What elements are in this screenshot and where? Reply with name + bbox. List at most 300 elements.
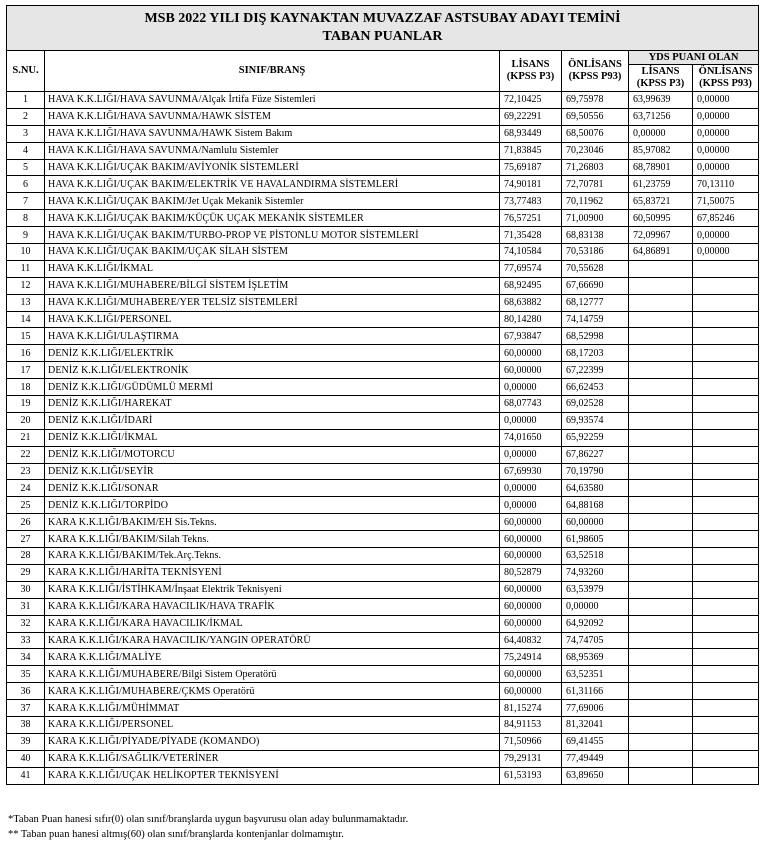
row-branch: HAVA K.K.LIĞI/UÇAK BAKIM/UÇAK SİLAH SİSTEM — [45, 244, 500, 261]
row-onlisans: 63,89650 — [562, 767, 629, 784]
table-row — [7, 92, 759, 109]
row-yds-lisans — [629, 700, 693, 717]
row-number: 10 — [7, 244, 45, 261]
row-yds-onlisans — [693, 260, 759, 277]
row-lisans: 60,00000 — [500, 666, 562, 683]
table-row — [7, 396, 759, 413]
row-yds-onlisans — [693, 700, 759, 717]
row-branch: HAVA K.K.LIĞI/HAVA SAVUNMA/HAWK SİSTEM — [45, 108, 500, 125]
row-lisans: 60,00000 — [500, 514, 562, 531]
row-number: 34 — [7, 649, 45, 666]
table-row — [7, 176, 759, 193]
row-yds-lisans — [629, 666, 693, 683]
row-onlisans: 70,23046 — [562, 142, 629, 159]
row-yds-lisans: 68,78901 — [629, 159, 693, 176]
row-yds-onlisans — [693, 564, 759, 581]
header-branch: SINIF/BRANŞ — [45, 51, 500, 92]
row-onlisans: 77,49449 — [562, 750, 629, 767]
row-number: 36 — [7, 683, 45, 700]
row-onlisans: 69,93574 — [562, 412, 629, 429]
row-yds-lisans — [629, 716, 693, 733]
header-yds-onlisans-label: ÖNLİSANS — [698, 66, 753, 77]
row-number: 22 — [7, 446, 45, 463]
row-yds-onlisans — [693, 598, 759, 615]
row-number: 16 — [7, 345, 45, 362]
row-number: 3 — [7, 125, 45, 142]
row-number: 5 — [7, 159, 45, 176]
row-onlisans: 71,26803 — [562, 159, 629, 176]
row-onlisans: 0,00000 — [562, 598, 629, 615]
row-branch: KARA K.K.LIĞI/MUHABERE/ÇKMS Operatörü — [45, 683, 500, 700]
table-row — [7, 446, 759, 463]
row-yds-lisans — [629, 514, 693, 531]
row-onlisans: 69,50556 — [562, 108, 629, 125]
row-yds-lisans: 85,97082 — [629, 142, 693, 159]
table-row — [7, 733, 759, 750]
row-number: 28 — [7, 548, 45, 565]
row-lisans: 60,00000 — [500, 598, 562, 615]
row-yds-onlisans: 67,85246 — [693, 210, 759, 227]
row-yds-lisans — [629, 564, 693, 581]
row-yds-onlisans — [693, 531, 759, 548]
row-number: 27 — [7, 531, 45, 548]
row-onlisans: 63,52351 — [562, 666, 629, 683]
table-row — [7, 227, 759, 244]
table-row — [7, 666, 759, 683]
row-number: 21 — [7, 429, 45, 446]
row-branch: DENİZ K.K.LIĞI/SONAR — [45, 480, 500, 497]
row-branch: KARA K.K.LIĞI/MUHABERE/Bilgi Sistem Operatörü — [45, 666, 500, 683]
row-lisans: 60,00000 — [500, 581, 562, 598]
row-branch: HAVA K.K.LIĞI/UÇAK BAKIM/Jet Uçak Mekanik Sistemler — [45, 193, 500, 210]
row-lisans: 69,22291 — [500, 108, 562, 125]
row-lisans: 68,07743 — [500, 396, 562, 413]
row-yds-lisans — [629, 733, 693, 750]
row-yds-onlisans — [693, 548, 759, 565]
table-row — [7, 598, 759, 615]
table-row — [7, 362, 759, 379]
row-lisans: 75,69187 — [500, 159, 562, 176]
row-yds-lisans — [629, 767, 693, 784]
table-row — [7, 429, 759, 446]
row-number: 31 — [7, 598, 45, 615]
row-yds-onlisans — [693, 379, 759, 396]
row-number: 33 — [7, 632, 45, 649]
row-onlisans: 74,14759 — [562, 311, 629, 328]
row-lisans: 61,53193 — [500, 767, 562, 784]
row-lisans: 77,69574 — [500, 260, 562, 277]
row-lisans: 60,00000 — [500, 531, 562, 548]
row-yds-lisans: 63,99639 — [629, 92, 693, 109]
row-lisans: 72,10425 — [500, 92, 562, 109]
row-yds-lisans — [629, 379, 693, 396]
row-lisans: 71,83845 — [500, 142, 562, 159]
header-lisans-sub: (KPSS P3) — [506, 71, 555, 82]
row-branch: HAVA K.K.LIĞI/UÇAK BAKIM/KÜÇÜK UÇAK MEKANİK SİSTEMLER — [45, 210, 500, 227]
row-yds-lisans — [629, 429, 693, 446]
table-row — [7, 750, 759, 767]
row-onlisans: 68,95369 — [562, 649, 629, 666]
row-number: 24 — [7, 480, 45, 497]
header-lisans-label: LİSANS — [511, 59, 550, 70]
row-lisans: 60,00000 — [500, 362, 562, 379]
row-branch: KARA K.K.LIĞI/İSTİHKAM/İnşaat Elektrik Teknisyeni — [45, 581, 500, 598]
row-yds-onlisans: 0,00000 — [693, 92, 759, 109]
row-number: 1 — [7, 92, 45, 109]
row-branch: DENİZ K.K.LIĞI/GÜDÜMLÜ MERMİ — [45, 379, 500, 396]
row-onlisans: 77,69006 — [562, 700, 629, 717]
row-lisans: 0,00000 — [500, 379, 562, 396]
row-yds-lisans — [629, 632, 693, 649]
row-onlisans: 68,50076 — [562, 125, 629, 142]
table-row — [7, 463, 759, 480]
row-yds-onlisans — [693, 412, 759, 429]
row-yds-lisans — [629, 598, 693, 615]
row-number: 18 — [7, 379, 45, 396]
row-branch: HAVA K.K.LIĞI/UÇAK BAKIM/ELEKTRİK VE HAVALANDIRMA SİSTEMLERİ — [45, 176, 500, 193]
row-onlisans: 67,66690 — [562, 277, 629, 294]
row-branch: DENİZ K.K.LIĞI/HAREKAT — [45, 396, 500, 413]
row-onlisans: 68,12777 — [562, 294, 629, 311]
row-yds-lisans: 72,09967 — [629, 227, 693, 244]
row-branch: KARA K.K.LIĞI/BAKIM/Tek.Arç.Tekns. — [45, 548, 500, 565]
row-yds-onlisans — [693, 311, 759, 328]
row-branch: KARA K.K.LIĞI/KARA HAVACILIK/İKMAL — [45, 615, 500, 632]
row-number: 9 — [7, 227, 45, 244]
row-yds-onlisans — [693, 294, 759, 311]
row-number: 11 — [7, 260, 45, 277]
table-row — [7, 159, 759, 176]
row-onlisans: 61,31166 — [562, 683, 629, 700]
header-yds-lisans — [629, 65, 693, 92]
row-number: 14 — [7, 311, 45, 328]
row-yds-onlisans — [693, 396, 759, 413]
row-onlisans: 63,53979 — [562, 581, 629, 598]
row-yds-onlisans: 0,00000 — [693, 244, 759, 261]
row-branch: HAVA K.K.LIĞI/HAVA SAVUNMA/Namlulu Sistemler — [45, 142, 500, 159]
row-number: 40 — [7, 750, 45, 767]
row-yds-lisans — [629, 480, 693, 497]
row-yds-onlisans — [693, 429, 759, 446]
row-yds-onlisans — [693, 750, 759, 767]
footnote-sixty: ** Taban puan hanesi altmış(60) olan sınıf/branşlarda kontenjanlar dolmamıştır. — [8, 829, 344, 840]
row-onlisans: 64,92092 — [562, 615, 629, 632]
row-onlisans: 64,88168 — [562, 497, 629, 514]
row-yds-onlisans: 0,00000 — [693, 125, 759, 142]
row-onlisans: 69,41455 — [562, 733, 629, 750]
row-lisans: 64,40832 — [500, 632, 562, 649]
row-number: 35 — [7, 666, 45, 683]
footnotes — [8, 812, 408, 842]
header-yds-lisans-sub: (KPSS P3) — [636, 78, 685, 89]
row-branch: DENİZ K.K.LIĞI/TORPİDO — [45, 497, 500, 514]
header-yds-onlisans-sub: (KPSS P93) — [699, 78, 752, 89]
table-row — [7, 548, 759, 565]
row-lisans: 68,92495 — [500, 277, 562, 294]
table-row — [7, 260, 759, 277]
row-branch: KARA K.K.LIĞI/PERSONEL — [45, 716, 500, 733]
row-lisans: 0,00000 — [500, 480, 562, 497]
row-onlisans: 61,98605 — [562, 531, 629, 548]
row-yds-lisans: 64,86891 — [629, 244, 693, 261]
row-yds-onlisans — [693, 649, 759, 666]
row-number: 2 — [7, 108, 45, 125]
row-lisans: 80,52879 — [500, 564, 562, 581]
table-row — [7, 142, 759, 159]
row-yds-lisans — [629, 548, 693, 565]
table-row — [7, 379, 759, 396]
table-row — [7, 412, 759, 429]
table-row — [7, 210, 759, 227]
row-number: 4 — [7, 142, 45, 159]
table-row — [7, 311, 759, 328]
row-yds-lisans — [629, 581, 693, 598]
row-onlisans: 69,75978 — [562, 92, 629, 109]
row-lisans: 74,90181 — [500, 176, 562, 193]
row-number: 20 — [7, 412, 45, 429]
row-yds-lisans — [629, 615, 693, 632]
row-lisans: 84,91153 — [500, 716, 562, 733]
table-row — [7, 564, 759, 581]
row-yds-lisans: 63,71256 — [629, 108, 693, 125]
table-row — [7, 294, 759, 311]
table-row — [7, 632, 759, 649]
row-lisans: 60,00000 — [500, 615, 562, 632]
row-branch: KARA K.K.LIĞI/MALİYE — [45, 649, 500, 666]
row-lisans: 60,00000 — [500, 683, 562, 700]
row-yds-lisans — [629, 750, 693, 767]
row-yds-onlisans — [693, 497, 759, 514]
row-yds-lisans — [629, 412, 693, 429]
row-number: 39 — [7, 733, 45, 750]
row-yds-onlisans — [693, 767, 759, 784]
row-yds-onlisans — [693, 716, 759, 733]
row-number: 17 — [7, 362, 45, 379]
row-branch: HAVA K.K.LIĞI/PERSONEL — [45, 311, 500, 328]
row-lisans: 74,01650 — [500, 429, 562, 446]
row-onlisans: 81,32041 — [562, 716, 629, 733]
row-onlisans: 67,86227 — [562, 446, 629, 463]
row-lisans: 67,93847 — [500, 328, 562, 345]
row-yds-lisans: 0,00000 — [629, 125, 693, 142]
row-branch: KARA K.K.LIĞI/KARA HAVACILIK/YANGIN OPERATÖRÜ — [45, 632, 500, 649]
row-lisans: 75,24914 — [500, 649, 562, 666]
row-onlisans: 65,92259 — [562, 429, 629, 446]
row-branch: KARA K.K.LIĞI/UÇAK HELİKOPTER TEKNİSYENİ — [45, 767, 500, 784]
row-yds-lisans — [629, 463, 693, 480]
row-yds-lisans — [629, 683, 693, 700]
row-onlisans: 74,93260 — [562, 564, 629, 581]
table-row — [7, 649, 759, 666]
row-yds-onlisans: 0,00000 — [693, 142, 759, 159]
row-branch: KARA K.K.LIĞI/HARİTA TEKNİSYENİ — [45, 564, 500, 581]
table-row — [7, 700, 759, 717]
row-yds-onlisans: 71,50075 — [693, 193, 759, 210]
table-row — [7, 328, 759, 345]
row-yds-lisans — [629, 497, 693, 514]
row-branch: DENİZ K.K.LIĞI/ELEKTRİK — [45, 345, 500, 362]
row-yds-onlisans: 0,00000 — [693, 227, 759, 244]
row-yds-onlisans — [693, 328, 759, 345]
table-row — [7, 497, 759, 514]
table-title — [7, 6, 759, 51]
row-lisans: 0,00000 — [500, 412, 562, 429]
header-yds-lisans-label: LİSANS — [641, 66, 680, 77]
row-yds-lisans: 65,83721 — [629, 193, 693, 210]
header-yds: YDS PUANI OLAN — [629, 51, 759, 65]
row-number: 8 — [7, 210, 45, 227]
row-yds-onlisans — [693, 446, 759, 463]
row-number: 15 — [7, 328, 45, 345]
row-onlisans: 70,19790 — [562, 463, 629, 480]
row-onlisans: 68,52998 — [562, 328, 629, 345]
row-number: 41 — [7, 767, 45, 784]
row-yds-onlisans — [693, 666, 759, 683]
row-onlisans: 66,62453 — [562, 379, 629, 396]
row-branch: HAVA K.K.LIĞI/UÇAK BAKIM/TURBO-PROP VE PİSTONLU MOTOR SİSTEMLERİ — [45, 227, 500, 244]
row-onlisans: 63,52518 — [562, 548, 629, 565]
row-branch: KARA K.K.LIĞI/KARA HAVACILIK/HAVA TRAFİK — [45, 598, 500, 615]
row-yds-onlisans — [693, 480, 759, 497]
table-row — [7, 108, 759, 125]
row-yds-onlisans — [693, 514, 759, 531]
row-yds-onlisans — [693, 733, 759, 750]
row-branch: DENİZ K.K.LIĞI/ELEKTRONİK — [45, 362, 500, 379]
row-lisans: 74,10584 — [500, 244, 562, 261]
row-branch: KARA K.K.LIĞI/BAKIM/EH Sis.Tekns. — [45, 514, 500, 531]
row-onlisans: 72,70781 — [562, 176, 629, 193]
table-row — [7, 514, 759, 531]
row-lisans: 60,00000 — [500, 548, 562, 565]
row-yds-lisans — [629, 446, 693, 463]
row-lisans: 68,63882 — [500, 294, 562, 311]
row-branch: KARA K.K.LIĞI/PİYADE/PİYADE (KOMANDO) — [45, 733, 500, 750]
row-yds-lisans — [629, 396, 693, 413]
table-row — [7, 581, 759, 598]
header-onlisans — [562, 51, 629, 92]
row-number: 6 — [7, 176, 45, 193]
row-onlisans: 70,55628 — [562, 260, 629, 277]
row-yds-onlisans — [693, 632, 759, 649]
row-branch: KARA K.K.LIĞI/BAKIM/Silah Tekns. — [45, 531, 500, 548]
row-number: 38 — [7, 716, 45, 733]
row-branch: DENİZ K.K.LIĞI/İKMAL — [45, 429, 500, 446]
row-onlisans: 60,00000 — [562, 514, 629, 531]
row-yds-lisans — [629, 531, 693, 548]
title-line-2: TABAN PUANLAR — [322, 29, 443, 44]
table-row — [7, 531, 759, 548]
table-row — [7, 277, 759, 294]
row-branch: DENİZ K.K.LIĞI/İDARİ — [45, 412, 500, 429]
row-yds-onlisans — [693, 277, 759, 294]
row-branch: HAVA K.K.LIĞI/HAVA SAVUNMA/HAWK Sistem Bakım — [45, 125, 500, 142]
row-yds-onlisans — [693, 615, 759, 632]
row-branch: DENİZ K.K.LIĞI/MOTORCU — [45, 446, 500, 463]
row-lisans: 73,77483 — [500, 193, 562, 210]
row-number: 32 — [7, 615, 45, 632]
row-onlisans: 70,11962 — [562, 193, 629, 210]
row-onlisans: 64,63580 — [562, 480, 629, 497]
row-onlisans: 71,00900 — [562, 210, 629, 227]
table-body — [7, 92, 759, 785]
table-row — [7, 615, 759, 632]
row-yds-onlisans: 0,00000 — [693, 159, 759, 176]
row-yds-onlisans — [693, 683, 759, 700]
row-yds-lisans — [629, 328, 693, 345]
header-yds-onlisans — [693, 65, 759, 92]
row-lisans: 80,14280 — [500, 311, 562, 328]
row-number: 29 — [7, 564, 45, 581]
row-yds-lisans — [629, 311, 693, 328]
row-yds-onlisans — [693, 581, 759, 598]
row-branch: HAVA K.K.LIĞI/HAVA SAVUNMA/Alçak İrtifa Füze Sistemleri — [45, 92, 500, 109]
table-row — [7, 125, 759, 142]
row-yds-onlisans — [693, 463, 759, 480]
footnote-zero: *Taban Puan hanesi sıfır(0) olan sınıf/branşlarda uygun başvurusu olan aday bulunmamaktadır. — [8, 814, 409, 825]
row-lisans: 76,57251 — [500, 210, 562, 227]
row-branch: HAVA K.K.LIĞI/UÇAK BAKIM/AVİYONİK SİSTEMLERİ — [45, 159, 500, 176]
table-row — [7, 716, 759, 733]
row-yds-lisans — [629, 649, 693, 666]
row-lisans: 81,15274 — [500, 700, 562, 717]
row-lisans: 68,93449 — [500, 125, 562, 142]
row-branch: KARA K.K.LIĞI/SAĞLIK/VETERİNER — [45, 750, 500, 767]
row-number: 26 — [7, 514, 45, 531]
row-yds-lisans — [629, 345, 693, 362]
row-onlisans: 68,17203 — [562, 345, 629, 362]
header-sno: S.NU. — [7, 51, 45, 92]
row-lisans: 0,00000 — [500, 497, 562, 514]
row-lisans: 67,69930 — [500, 463, 562, 480]
header-onlisans-sub: (KPSS P93) — [568, 71, 622, 82]
row-branch: DENİZ K.K.LIĞI/SEYİR — [45, 463, 500, 480]
row-onlisans: 67,22399 — [562, 362, 629, 379]
row-yds-onlisans — [693, 345, 759, 362]
row-onlisans: 70,53186 — [562, 244, 629, 261]
row-yds-lisans — [629, 260, 693, 277]
row-lisans: 71,50966 — [500, 733, 562, 750]
row-branch: HAVA K.K.LIĞI/MUHABERE/YER TELSİZ SİSTEMLERİ — [45, 294, 500, 311]
row-number: 37 — [7, 700, 45, 717]
row-number: 12 — [7, 277, 45, 294]
table-row — [7, 244, 759, 261]
row-lisans: 0,00000 — [500, 446, 562, 463]
row-yds-lisans — [629, 362, 693, 379]
row-branch: HAVA K.K.LIĞI/MUHABERE/BİLGİ SİSTEM İŞLETİM — [45, 277, 500, 294]
row-lisans: 79,29131 — [500, 750, 562, 767]
row-number: 23 — [7, 463, 45, 480]
row-branch: KARA K.K.LIĞI/MÜHİMMAT — [45, 700, 500, 717]
table-row — [7, 345, 759, 362]
header-lisans — [500, 51, 562, 92]
table-row — [7, 193, 759, 210]
row-number: 25 — [7, 497, 45, 514]
table-row — [7, 767, 759, 784]
row-onlisans: 69,02528 — [562, 396, 629, 413]
title-line-1: MSB 2022 YILI DIŞ KAYNAKTAN MUVAZZAF ASTSUBAY ADAYI TEMİNİ — [144, 11, 621, 26]
row-yds-lisans: 61,23759 — [629, 176, 693, 193]
row-branch: HAVA K.K.LIĞI/ULAŞTIRMA — [45, 328, 500, 345]
row-lisans: 60,00000 — [500, 345, 562, 362]
row-yds-onlisans — [693, 362, 759, 379]
score-sheet — [6, 5, 758, 785]
row-lisans: 71,35428 — [500, 227, 562, 244]
row-yds-lisans — [629, 277, 693, 294]
row-yds-onlisans: 0,00000 — [693, 108, 759, 125]
row-number: 30 — [7, 581, 45, 598]
row-yds-lisans — [629, 294, 693, 311]
row-onlisans: 68,83138 — [562, 227, 629, 244]
